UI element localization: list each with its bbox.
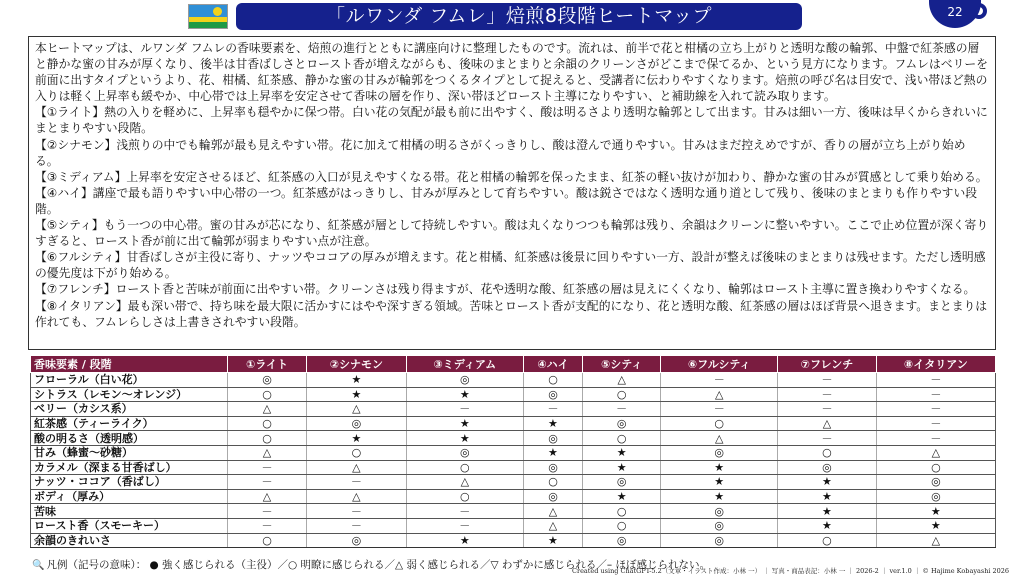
row-label: 余韻のきれいさ xyxy=(31,533,228,548)
table-cell: ◎ xyxy=(661,504,778,519)
row-label: ロースト香（スモーキー） xyxy=(31,518,228,533)
table-row xyxy=(31,402,996,417)
table-cell: ★ xyxy=(876,504,995,519)
row-label: ボディ（厚み） xyxy=(31,489,228,504)
row-label: ベリー（カシス系） xyxy=(31,402,228,417)
row-label: カラメル（深まる甘香ばし） xyxy=(31,460,228,475)
table-cell: ◎ xyxy=(523,460,582,475)
table-cell: － xyxy=(406,518,523,533)
intro-paragraph-italian: 【⑧イタリアン】最も深い帯で、持ち味を最大限に活かすにはやや深すぎる領域。苦味とロースト香が支配的になり、花と透明な酸、紅茶感の層はほぼ背景へ退きます。まとまりは作れても、フムレらしさは上書きされやすい段階。 xyxy=(35,298,988,329)
table-cell: － xyxy=(876,402,995,417)
table-cell: ★ xyxy=(661,460,778,475)
table-row xyxy=(31,431,996,446)
page-title: 「ルワンダ フムレ」焙煎8段階ヒートマップ xyxy=(236,3,802,30)
table-cell: △ xyxy=(228,445,307,460)
column-header: ④ハイ xyxy=(523,356,582,373)
page-number: 22 xyxy=(929,0,981,28)
table-cell: ★ xyxy=(876,518,995,533)
table-cell: ★ xyxy=(406,533,523,548)
table-cell: － xyxy=(228,460,307,475)
table-row xyxy=(31,489,996,504)
intro-paragraph-medium: 【③ミディアム】上昇率を安定させるほど、紅茶感の入口が見えやすくなる帯。花と柑橘の輪郭を保ったまま、紅茶の軽い抜けが加わり、静かな蜜の甘みが質感として乗り始める。 xyxy=(35,169,988,184)
table-cell: － xyxy=(583,402,661,417)
table-cell: ◎ xyxy=(876,475,995,490)
table-row xyxy=(31,387,996,402)
table-cell: ★ xyxy=(523,533,582,548)
table-cell: ★ xyxy=(778,489,877,504)
table-cell: － xyxy=(876,431,995,446)
table-cell: ○ xyxy=(523,373,582,388)
corner-header: 香味要素 / 段階 xyxy=(31,356,228,373)
intro-paragraph-cinnamon: 【②シナモン】浅煎りの中でも輪郭が最も見えやすい帯。花に加えて柑橘の明るさがくっきりし、酸は澄んで通りやすい。甘みはまだ控えめですが、香りの層が立ち上がり始める。 xyxy=(35,137,966,168)
table-cell: △ xyxy=(306,402,406,417)
table-cell: △ xyxy=(306,460,406,475)
intro-paragraph-high: 【④ハイ】講座で最も語りやすい中心帯の一つ。紅茶感がはっきりし、甘みが厚みとして育ちやすい。酸は鋭さではなく透明な通り道として残り、後味のまとまりも作りやすい段階。 xyxy=(35,185,978,216)
table-cell: － xyxy=(228,518,307,533)
intro-paragraph-fullcity: 【⑥フルシティ】甘香ばしさが主役に寄り、ナッツやココアの厚みが増えます。花と柑橘、紅茶感は後景に回りやすい一方、設計が整えば後味のまとまりは残せます。ただし透明感の優先度は下がり始める。 xyxy=(35,250,986,281)
table-cell: ★ xyxy=(306,431,406,446)
table-cell: － xyxy=(228,504,307,519)
table-cell: ○ xyxy=(228,431,307,446)
table-cell: ★ xyxy=(661,489,778,504)
table-row xyxy=(31,518,996,533)
table-cell: ◎ xyxy=(406,373,523,388)
table-cell: － xyxy=(876,387,995,402)
table-cell: ★ xyxy=(306,387,406,402)
table-cell: ★ xyxy=(523,445,582,460)
row-label: フローラル（白い花） xyxy=(31,373,228,388)
table-cell: ◎ xyxy=(306,533,406,548)
table-cell: ○ xyxy=(228,387,307,402)
table-row xyxy=(31,504,996,519)
rwanda-flag-icon xyxy=(188,4,228,29)
table-cell: ◎ xyxy=(583,475,661,490)
table-cell: ◎ xyxy=(523,431,582,446)
table-cell: － xyxy=(661,373,778,388)
table-cell: ○ xyxy=(583,387,661,402)
table-row xyxy=(31,460,996,475)
table-cell: △ xyxy=(778,416,877,431)
table-cell: △ xyxy=(661,431,778,446)
table-cell: ★ xyxy=(406,387,523,402)
table-cell: ★ xyxy=(778,475,877,490)
table-row xyxy=(31,416,996,431)
table-cell: － xyxy=(778,431,877,446)
table-cell: － xyxy=(406,402,523,417)
table-row xyxy=(31,445,996,460)
table-cell: ★ xyxy=(406,416,523,431)
table-cell: － xyxy=(306,518,406,533)
table-cell: ○ xyxy=(661,416,778,431)
table-cell: △ xyxy=(228,402,307,417)
table-cell: ◎ xyxy=(778,460,877,475)
intro-paragraph-french: 【⑦フレンチ】ロースト香と苦味が前面に出やすい帯。クリーンさは残り得ますが、花や透明な酸、紅茶感の層は見えにくくなり、輪郭はロースト主導に置き換わりやすくなる。 xyxy=(35,282,976,297)
intro-paragraph: 本ヒートマップは、ルワンダ フムレの香味要素を、焙煎の進行とともに講座向けに整理したものです。流れは、前半で花と柑橘の立ち上がりと透明な酸の輪郭、中盤で紅茶感の層と静かな蜜の甘みが厚くなり、後半は甘香ばしさとロースト香が増えながらも、後味のまとまりと余韻のクリーンさがどこまで保てるか、という見方になります。フムレはベリーを前面に出すタイプというより、花、柑橘、紅茶感、静かな蜜の甘みが輪郭をつくるタイプとして捉えると、受講者に伝わりやすくなります。焙煎の呼び名は目安で、浅い帯ほど熱の入りは軽く上昇率も緩やか、中心帯では上昇率を安定させて香味の層を作り、深い帯ほどロースト主導になりやすい、と補助線を入れて読み取ります。 xyxy=(35,41,988,104)
table-cell: ○ xyxy=(876,460,995,475)
table-cell: △ xyxy=(523,504,582,519)
table-cell: － xyxy=(228,475,307,490)
table-cell: － xyxy=(523,402,582,417)
intro-paragraph-light: 【①ライト】熱の入りを軽めに、上昇率も穏やかに保つ帯。白い花の気配が最も前に出やすく、酸は明るさより透明な輪郭として出ます。甘みは細い一方、後味は早くからきれいにまとまりやすい段階。 xyxy=(35,105,988,136)
table-cell: ★ xyxy=(523,416,582,431)
table-cell: ○ xyxy=(523,475,582,490)
row-label: ナッツ・ココア（香ばし） xyxy=(31,475,228,490)
table-row xyxy=(31,475,996,490)
table-cell: ★ xyxy=(406,431,523,446)
column-header: ⑤シティ xyxy=(583,356,661,373)
table-cell: △ xyxy=(306,489,406,504)
column-header: ⑥フルシティ xyxy=(661,356,778,373)
table-header-row xyxy=(31,356,996,373)
table-cell: ○ xyxy=(406,460,523,475)
table-cell: ○ xyxy=(583,518,661,533)
table-cell: ◎ xyxy=(661,533,778,548)
table-cell: － xyxy=(306,475,406,490)
table-cell: △ xyxy=(523,518,582,533)
table-cell: ○ xyxy=(778,533,877,548)
table-cell: △ xyxy=(876,445,995,460)
table-cell: △ xyxy=(228,489,307,504)
table-cell: － xyxy=(876,416,995,431)
row-label: シトラス（レモン〜オレンジ） xyxy=(31,387,228,402)
table-cell: ○ xyxy=(228,533,307,548)
table-cell: ★ xyxy=(583,445,661,460)
table-body xyxy=(31,373,996,548)
table-cell: － xyxy=(778,402,877,417)
table-cell: ★ xyxy=(778,518,877,533)
table-cell: ○ xyxy=(306,445,406,460)
table-cell: ★ xyxy=(306,373,406,388)
footer-credit: Created using ChatGPT-5.2（文章・イラスト作成：小林 一） ｜ 写真・商品表記：小林 一 ｜ 2026-2 ｜ ver.1.0 ｜ © Hajime Kobayashi 2026 xyxy=(572,567,1010,575)
table-cell: ★ xyxy=(583,489,661,504)
table-cell: ◎ xyxy=(583,533,661,548)
table-cell: △ xyxy=(406,475,523,490)
table-cell: ◎ xyxy=(523,489,582,504)
table-cell: ◎ xyxy=(661,518,778,533)
table-cell: ○ xyxy=(778,445,877,460)
row-label: 甘み（蜂蜜〜砂糖） xyxy=(31,445,228,460)
roast-heatmap-table xyxy=(30,355,996,548)
table-cell: ★ xyxy=(583,460,661,475)
column-header: ①ライト xyxy=(228,356,307,373)
table-cell: ◎ xyxy=(523,387,582,402)
table-cell: △ xyxy=(876,533,995,548)
table-row xyxy=(31,533,996,548)
column-header: ③ミディアム xyxy=(406,356,523,373)
sun-icon xyxy=(213,7,222,16)
table-cell: － xyxy=(778,387,877,402)
table-cell: ◎ xyxy=(583,416,661,431)
table-cell: ○ xyxy=(583,431,661,446)
row-label: 紅茶感（ティーライク） xyxy=(31,416,228,431)
table-cell: － xyxy=(778,373,877,388)
table-cell: ★ xyxy=(778,504,877,519)
table-cell: － xyxy=(306,504,406,519)
column-header: ⑧イタリアン xyxy=(876,356,995,373)
table-cell: ◎ xyxy=(661,445,778,460)
intro-paragraph-city: 【⑤シティ】もう一つの中心帯。蜜の甘みが芯になり、紅茶感が層として持続しやすい。酸は丸くなりつつも輪郭は残り、余韻はクリーンに整いやすい。ここで止め位置が深く寄りすぎると、ロースト香が前に出て輪郭が弱まりやすい点が注意。 xyxy=(35,218,989,249)
table-cell: － xyxy=(876,373,995,388)
table-cell: － xyxy=(661,402,778,417)
table-cell: ◎ xyxy=(306,416,406,431)
table-cell: ○ xyxy=(583,504,661,519)
legend-text: 凡例（記号の意味）： ● 強く感じられる（主役）／○ 明瞭に感じられる／△ 弱く感じられる／▽ わずかに感じられる／– ほぼ感じられない。 xyxy=(46,559,710,571)
table-cell: △ xyxy=(583,373,661,388)
column-header: ⑦フレンチ xyxy=(778,356,877,373)
table-row xyxy=(31,373,996,388)
column-header: ②シナモン xyxy=(306,356,406,373)
table-cell: ◎ xyxy=(876,489,995,504)
table-cell: ○ xyxy=(406,489,523,504)
intro-text-box xyxy=(28,36,996,350)
magnifier-icon: 🔍 xyxy=(32,560,45,571)
table-cell: △ xyxy=(661,387,778,402)
row-label: 酸の明るさ（透明感） xyxy=(31,431,228,446)
table-cell: ◎ xyxy=(228,373,307,388)
table-cell: ★ xyxy=(661,475,778,490)
table-cell: ◎ xyxy=(406,445,523,460)
table-cell: － xyxy=(406,504,523,519)
coffee-cup-page-number xyxy=(925,0,987,31)
row-label: 苦味 xyxy=(31,504,228,519)
table-cell: ○ xyxy=(228,416,307,431)
